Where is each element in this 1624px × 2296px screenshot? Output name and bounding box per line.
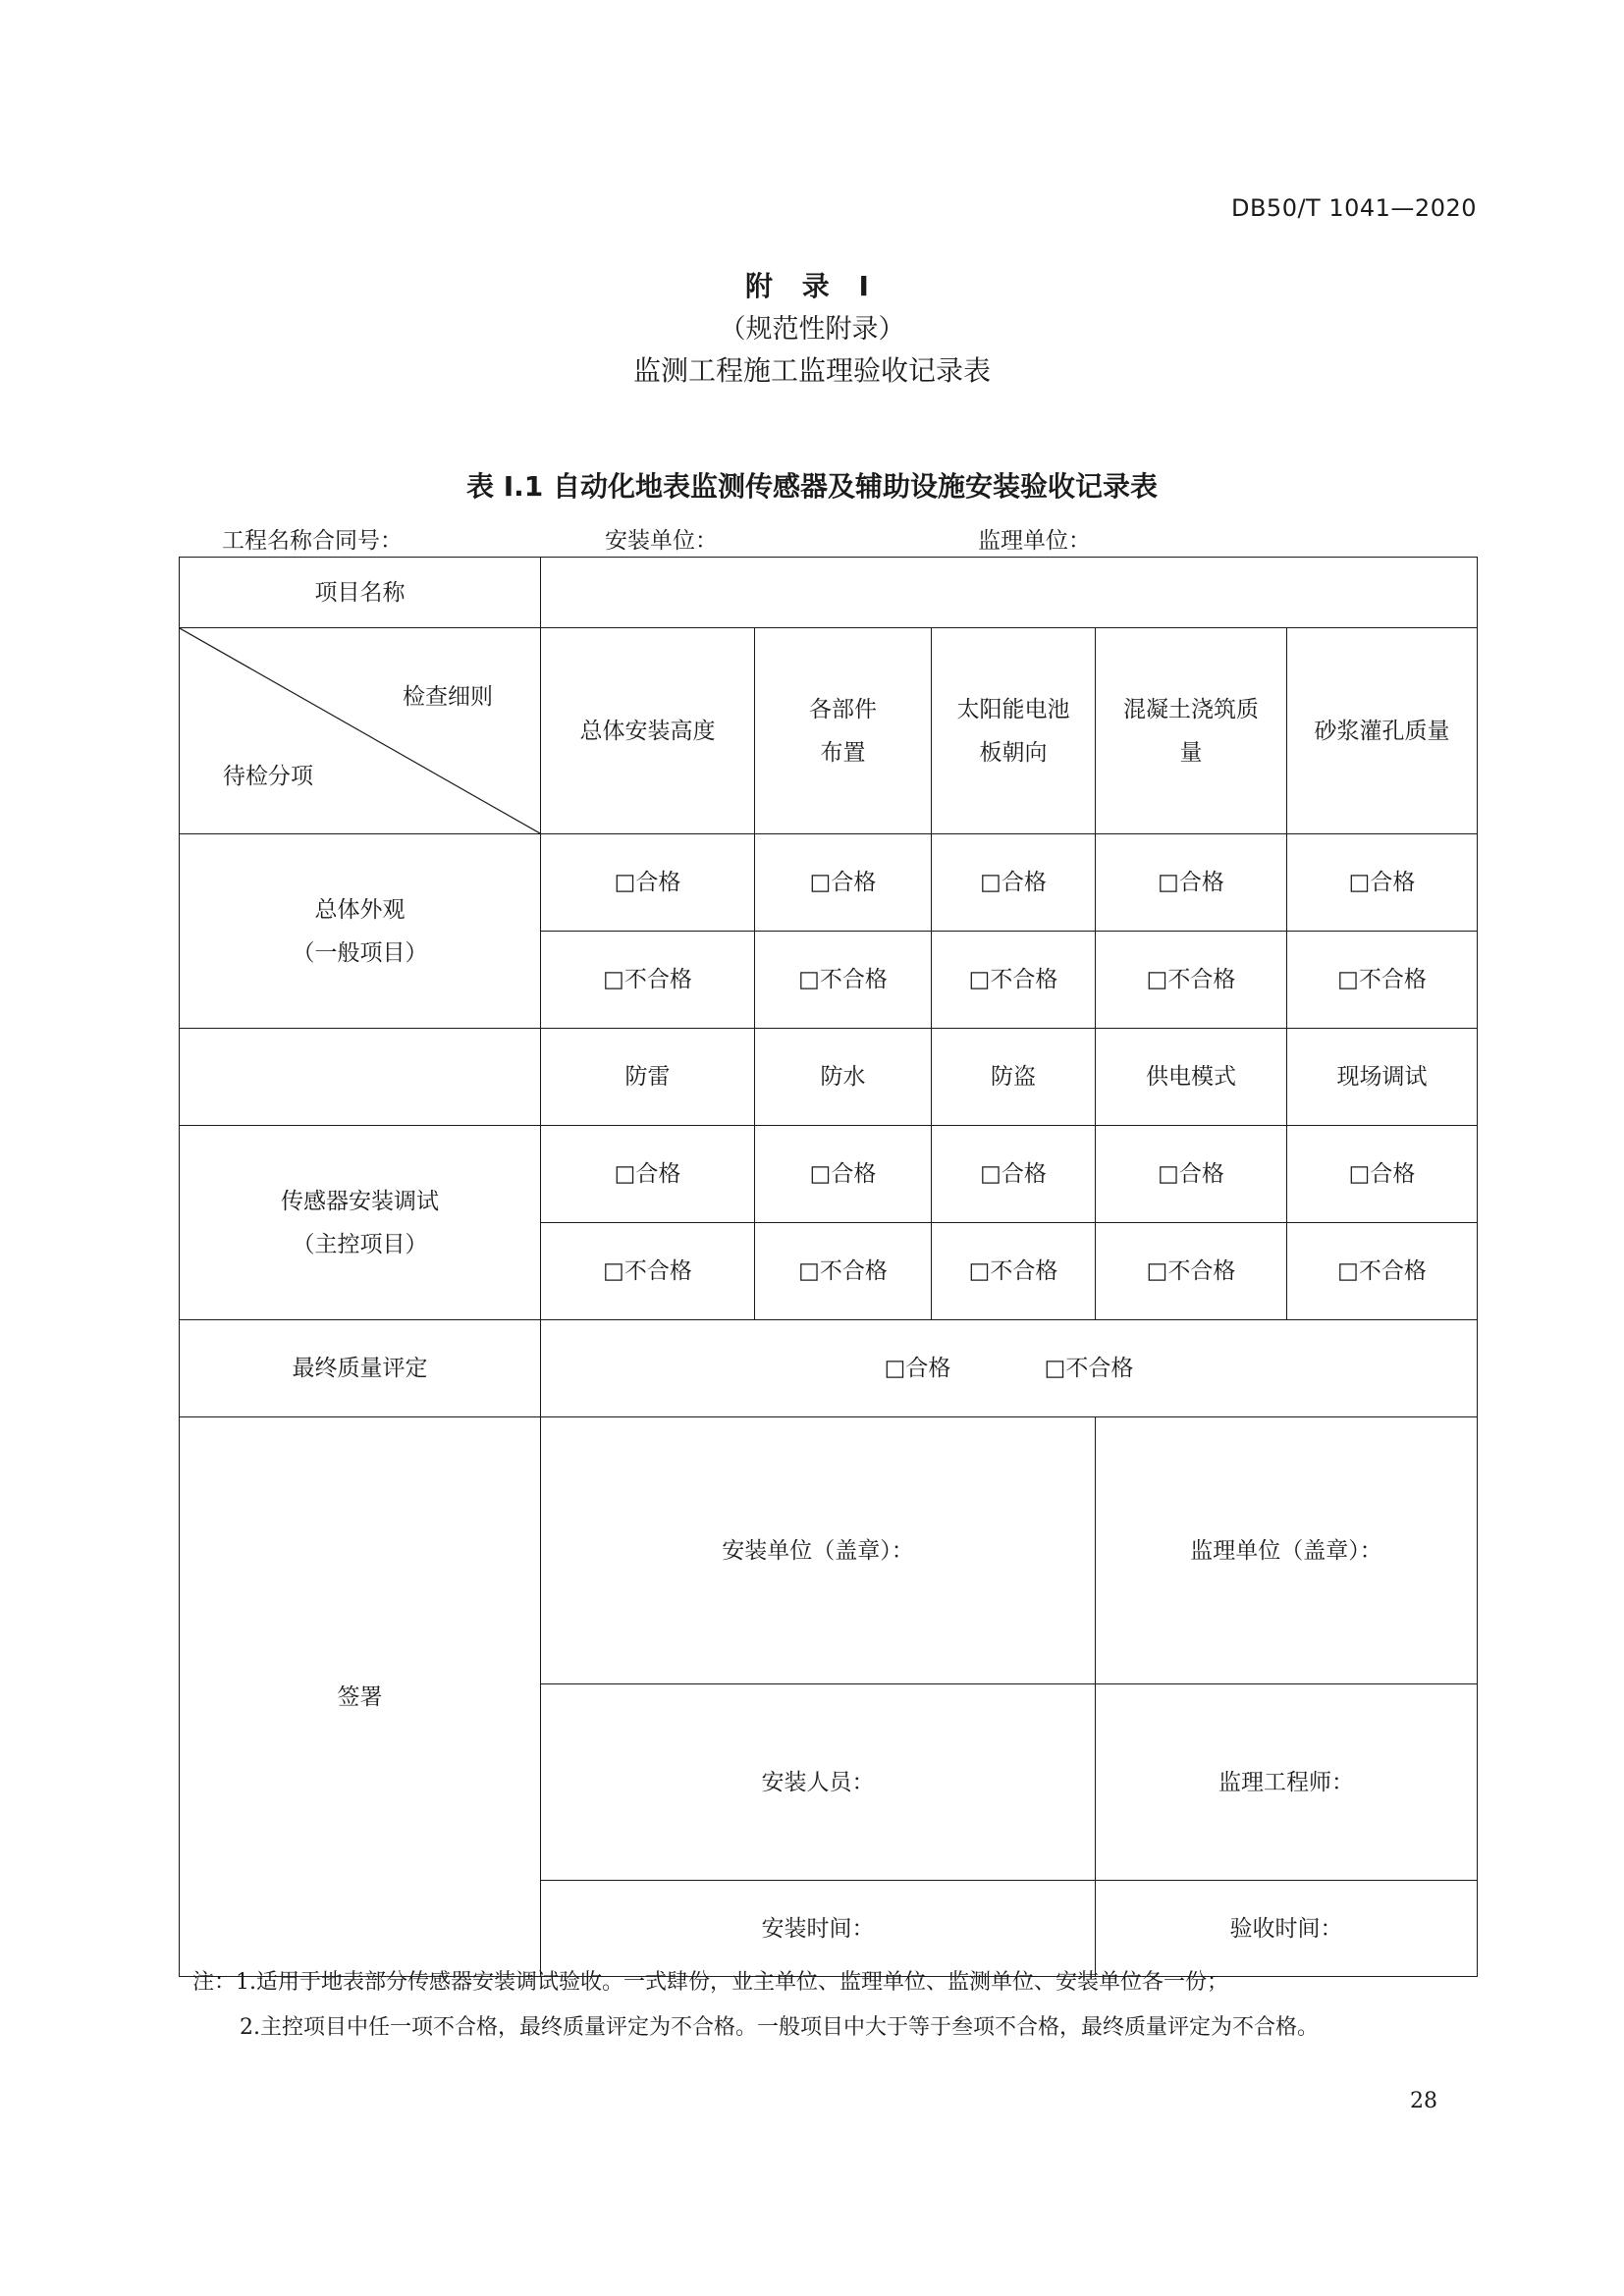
group2-label [180, 1126, 541, 1320]
header-mortar-quality: 砂浆灌孔质量 [1287, 628, 1478, 834]
meta-installer: 安装单位： [605, 528, 718, 554]
checkbox-fail[interactable]: □不合格 [1096, 932, 1287, 1029]
final-rating-label: 最终质量评定 [180, 1320, 541, 1417]
group2-label-line1: 传感器安装调试 [281, 1188, 439, 1214]
header-total-height: 总体安装高度 [541, 628, 755, 834]
diag-top-label: 检查细则 [403, 684, 493, 710]
group1-label [180, 834, 541, 1029]
install-person-field[interactable]: 安装人员： [541, 1684, 1096, 1881]
final-pass-checkbox[interactable]: □合格 [884, 1356, 951, 1381]
diagonal-line [180, 628, 540, 833]
group1-label-line1: 总体外观 [314, 896, 406, 923]
header-antitheft: 防盗 [932, 1029, 1096, 1126]
sign-label: 签署 [180, 1417, 541, 1977]
group2-header-blank [180, 1029, 541, 1126]
appendix-subtitle: （规范性附录） [719, 314, 905, 345]
checkbox-fail[interactable]: □不合格 [1096, 1223, 1287, 1320]
header-field-debug: 现场调试 [1287, 1029, 1478, 1126]
note-2: 2.主控项目中任一项不合格，最终质量评定为不合格。一般项目中大于等于叁项不合格，最终质量评定为不合格。 [240, 2015, 1319, 2040]
diagonal-header-cell [180, 628, 541, 834]
group2-label-line2: （主控项目） [292, 1231, 428, 1257]
page-number: 28 [1410, 2089, 1437, 2113]
checkbox-pass[interactable]: □合格 [932, 1126, 1096, 1223]
checkbox-fail[interactable]: □不合格 [932, 1223, 1096, 1320]
checkbox-fail[interactable]: □不合格 [1287, 1223, 1478, 1320]
checkbox-pass[interactable]: □合格 [1096, 1126, 1287, 1223]
checkbox-pass[interactable]: □合格 [755, 1126, 932, 1223]
final-fail-checkbox[interactable]: □不合格 [1044, 1356, 1134, 1381]
header-concrete-quality: 混凝土浇筑质 量 [1096, 628, 1287, 834]
meta-supervisor: 监理单位： [978, 528, 1091, 554]
project-name-label: 项目名称 [180, 558, 541, 628]
project-name-value [541, 558, 1478, 628]
checkbox-pass[interactable]: □合格 [1287, 1126, 1478, 1223]
checkbox-fail[interactable]: □不合格 [541, 1223, 755, 1320]
accept-time-field[interactable]: 验收时间： [1096, 1881, 1478, 1977]
acceptance-record-table [179, 557, 1478, 1977]
checkbox-pass[interactable]: □合格 [541, 834, 755, 932]
appendix-title: 附 录 I [745, 270, 879, 302]
supervise-engineer-field[interactable]: 监理工程师： [1096, 1684, 1478, 1881]
install-seal-field[interactable]: 安装单位（盖章）： [541, 1417, 1096, 1684]
checkbox-fail[interactable]: □不合格 [755, 1223, 932, 1320]
diag-bottom-label: 待检分项 [223, 764, 313, 789]
install-time-field[interactable]: 安装时间： [541, 1881, 1096, 1977]
group1-label-line2: （一般项目） [292, 939, 428, 966]
checkbox-pass[interactable]: □合格 [1287, 834, 1478, 932]
header-solar-orientation: 太阳能电池 板朝向 [932, 628, 1096, 834]
header-waterproof: 防水 [755, 1029, 932, 1126]
header-lightning: 防雷 [541, 1029, 755, 1126]
checkbox-fail[interactable]: □不合格 [1287, 932, 1478, 1029]
checkbox-fail[interactable]: □不合格 [541, 932, 755, 1029]
checkbox-pass[interactable]: □合格 [541, 1126, 755, 1223]
table-title: 表 I.1 自动化地表监测传感器及辅助设施安装验收记录表 [465, 470, 1159, 503]
checkbox-fail[interactable]: □不合格 [932, 932, 1096, 1029]
header-power-mode: 供电模式 [1096, 1029, 1287, 1126]
note-1: 注：1.适用于地表部分传感器安装调试验收。一式肆份，业主单位、监理单位、监测单位、安装单位各一份； [192, 1970, 1228, 1995]
supervise-seal-field[interactable]: 监理单位（盖章）： [1096, 1417, 1478, 1684]
checkbox-fail[interactable]: □不合格 [755, 932, 932, 1029]
appendix-name: 监测工程施工监理验收记录表 [632, 354, 991, 387]
checkbox-pass[interactable]: □合格 [1096, 834, 1287, 932]
checkbox-pass[interactable]: □合格 [932, 834, 1096, 932]
final-rating-options [541, 1320, 1478, 1417]
document-code: DB50/T 1041—2020 [1230, 194, 1477, 222]
checkbox-pass[interactable]: □合格 [755, 834, 932, 932]
header-parts-layout: 各部件 布置 [755, 628, 932, 834]
meta-contract: 工程名称合同号： [222, 528, 403, 554]
